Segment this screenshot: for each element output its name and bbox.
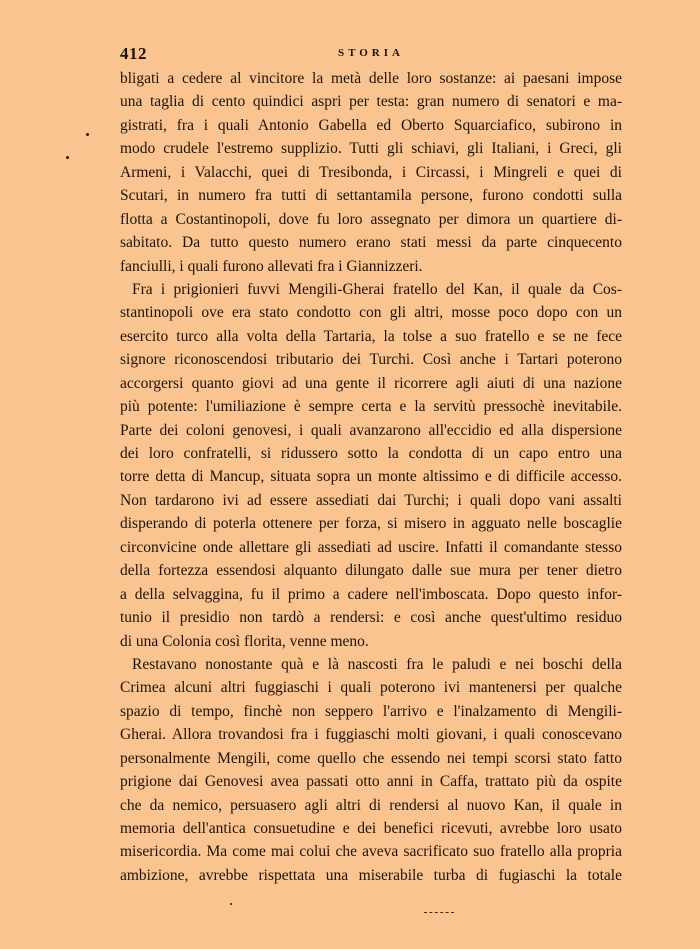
text-line: della fortezza essendosi alquanto dilungato dalle sue mura per tener dietro (120, 562, 622, 580)
page-header (120, 44, 620, 66)
text-line: personalmente Mengili, come quello che essendo nei tempi scorsi stato fatto (120, 749, 622, 767)
text-line: memoria dell'antica consuetudine e dei benefici ricevuti, avrebbe loro usato (120, 820, 622, 837)
paper-speck (230, 903, 232, 905)
text-line: esercito turco alla volta della Tartaria, la tolse a suo fratello e se ne fece (120, 327, 622, 345)
text-line: dei loro confratelli, si ridussero sotto la condotta di un capo entro una (120, 445, 622, 462)
page-number: 412 (120, 44, 147, 63)
text-line: flotta a Costantinopoli, dove fu loro assegnato per dimora un quartiere di- (120, 210, 622, 228)
text-line: fanciulli, i quali furono allevati fra i Giannizzeri. (120, 257, 423, 275)
text-line: tunio il presidio non tardò a rendersi: e così anche quest'ultimo residuo (120, 609, 622, 627)
text-line: spazio di tempo, finchè non seppero l'arrivo e l'inalzamento di Mengili- (120, 702, 622, 720)
text-line: signore riconoscendosi tributario dei Turchi. Così anche i Tartari poterono (120, 351, 622, 369)
text-line: modo crudele l'estremo supplizio. Tutti gli schiavi, gli Italiani, i Greci, gli (120, 140, 622, 158)
text-line: di una Colonia così florita, venne meno. (120, 632, 369, 650)
text-line: che da nemico, persuasero agli altri di rendersi al nuovo Kan, il quale in (120, 796, 622, 814)
text-line: misericordia. Ma come mai colui che aveva sacrificato suo fratello alla propria (120, 843, 622, 861)
text-line: Crimea alcuni altri fuggiaschi i quali poterono ivi mantenersi per qualche (120, 679, 622, 697)
catchword-mark (424, 910, 454, 913)
running-title: STORIA (338, 47, 404, 59)
text-line: Armeni, i Valacchi, quei di Tresibonda, i Circassi, i Mingreli e quei di (120, 163, 622, 181)
text-line: prigione dai Genovesi avea passati otto anni in Caffa, trattato più da ospite (120, 773, 622, 791)
text-line: disperando di poterla ottenere per forza, si misero in agguato nelle boscaglie (120, 515, 622, 533)
paragraph-first-line: Restavano nonostante quà e là nascosti fra le paludi e nei boschi della (132, 655, 622, 673)
text-line: Parte dei coloni genovesi, i quali avanzarono all'eccidio ed alla dispersione (120, 421, 622, 439)
text-line: accorgersi quanto giovi ad una gente il ricorrere agli aiuti di una nazione (120, 374, 622, 392)
text-line: Gherai. Allora trovandosi fra i fuggiaschi molti giovani, i quali conoscevano (120, 726, 622, 744)
paper-speck (86, 133, 89, 136)
text-line: gistrati, fra i quali Antonio Gabella ed Oberto Squarciafico, subirono in (120, 116, 622, 134)
paragraph-first-line: Fra i prigionieri fuvvi Mengili-Gherai fratello del Kan, il quale da Cos- (132, 280, 622, 298)
text-line: Scutari, in numero fra tutti di settantamila persone, furono condotti sulla (120, 187, 622, 205)
text-line: torre detta di Mancup, situata sopra un monte altissimo e di difficile accesso. (120, 468, 622, 486)
text-line: più potente: l'umiliazione è sempre certa e la servitù pressochè inevitabile. (120, 398, 622, 416)
text-line: Non tardarono ivi ad essere assediati dai Turchi; i quali dopo vani assalti (120, 491, 622, 509)
text-line: una taglia di cento quindici aspri per testa: gran numero di senatori e ma- (120, 93, 622, 111)
text-line: bligati a cedere al vincitore la metà delle loro sostanze: ai paesani impose (120, 70, 622, 87)
text-line: ambizione, avrebbe rispettata una miserabile turba di fugiaschi la totale (120, 866, 622, 884)
text-line: stantinopoli ove era stato condotto con gli altri, mosse poco dopo con un (120, 304, 622, 322)
paper-speck (66, 156, 69, 159)
text-line: circonvicine onde allettare gli assediati ad uscire. Infatti il comandante stesso (120, 538, 622, 556)
text-line: sabitato. Da tutto questo numero erano stati messi da parte cinquecento (120, 234, 622, 252)
text-line: a della selvaggina, fu il primo a cadere nell'imboscata. Dopo questo infor- (120, 585, 622, 603)
body-text (120, 67, 622, 887)
